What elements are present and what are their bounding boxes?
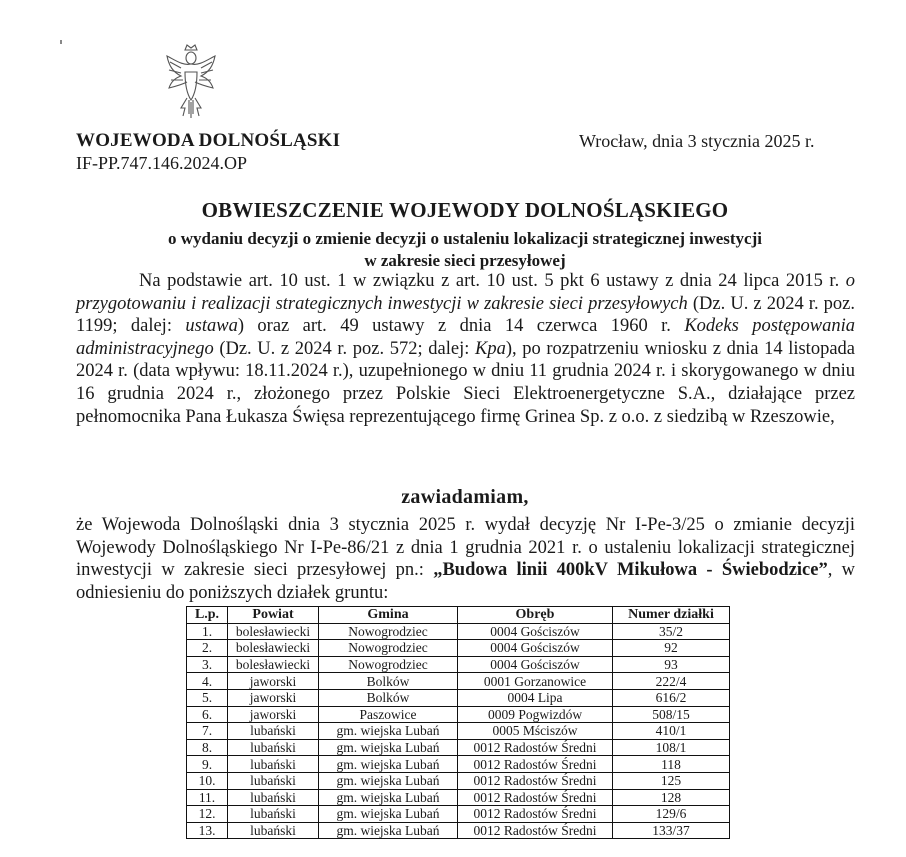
cell-numer-dzialki: 118 bbox=[613, 756, 730, 773]
cell-obreb: 0005 Mściszów bbox=[458, 723, 613, 740]
cell-numer-dzialki: 92 bbox=[613, 640, 730, 657]
cell-gmina: gm. wiejska Lubań bbox=[319, 723, 458, 740]
cell-lp: 3. bbox=[187, 656, 228, 673]
cell-gmina: gm. wiejska Lubań bbox=[319, 772, 458, 789]
cell-obreb: 0009 Pogwizdów bbox=[458, 706, 613, 723]
para1-text-3: ) oraz art. 49 ustawy z dnia 14 czerwca 1960 r. bbox=[237, 316, 685, 337]
cell-numer-dzialki: 410/1 bbox=[613, 723, 730, 740]
cell-powiat: lubański bbox=[228, 756, 319, 773]
cell-gmina: Nowogrodziec bbox=[319, 640, 458, 657]
cell-obreb: 0001 Gorzanowice bbox=[458, 673, 613, 690]
para1-text-4: (Dz. U. z 2024 r. poz. 572; dalej: bbox=[213, 338, 475, 359]
cell-gmina: Paszowice bbox=[319, 706, 458, 723]
para1-abbrev-kpa: Kpa bbox=[474, 338, 506, 359]
case-reference: IF-PP.747.146.2024.OP bbox=[76, 153, 248, 173]
cell-obreb: 0004 Gościszów bbox=[458, 623, 613, 640]
cell-numer-dzialki: 125 bbox=[613, 772, 730, 789]
para1-code-title: Kodeks postępowania administracyjnego bbox=[76, 316, 855, 359]
table-row bbox=[187, 789, 730, 806]
cell-lp: 10. bbox=[187, 772, 228, 789]
table-row bbox=[187, 656, 730, 673]
cell-obreb: 0012 Radostów Średni bbox=[458, 789, 613, 806]
cell-powiat: lubański bbox=[228, 723, 319, 740]
cell-gmina: gm. wiejska Lubań bbox=[319, 806, 458, 823]
cell-gmina: gm. wiejska Lubań bbox=[319, 789, 458, 806]
table-header-row bbox=[187, 607, 730, 624]
header-lp: L.p. bbox=[187, 607, 228, 624]
cell-lp: 12. bbox=[187, 806, 228, 823]
cell-gmina: gm. wiejska Lubań bbox=[319, 756, 458, 773]
table-row bbox=[187, 723, 730, 740]
cell-powiat: lubański bbox=[228, 822, 319, 839]
cell-obreb: 0012 Radostów Średni bbox=[458, 822, 613, 839]
notice-heading: zawiadamiam, bbox=[401, 486, 529, 508]
cell-obreb: 0004 Gościszów bbox=[458, 656, 613, 673]
cell-lp: 7. bbox=[187, 723, 228, 740]
cell-numer-dzialki: 35/2 bbox=[613, 623, 730, 640]
cell-powiat: jaworski bbox=[228, 689, 319, 706]
cell-obreb: 0012 Radostów Średni bbox=[458, 772, 613, 789]
table-row bbox=[187, 739, 730, 756]
cell-gmina: gm. wiejska Lubań bbox=[319, 822, 458, 839]
table-row bbox=[187, 706, 730, 723]
table-row bbox=[187, 822, 730, 839]
subtitle-line-2: w zakresie sieci przesyłowej bbox=[364, 251, 566, 270]
table-row bbox=[187, 673, 730, 690]
cell-lp: 11. bbox=[187, 789, 228, 806]
para2-text-2: , w odniesieniu do poniższych działek gruntu: bbox=[76, 560, 855, 603]
cell-lp: 5. bbox=[187, 689, 228, 706]
cell-powiat: bolesławiecki bbox=[228, 623, 319, 640]
para1-text-2: (Dz. U. z 2024 r. poz. 1199; dalej: bbox=[76, 293, 856, 337]
cell-lp: 6. bbox=[187, 706, 228, 723]
cell-powiat: jaworski bbox=[228, 706, 319, 723]
cell-lp: 2. bbox=[187, 640, 228, 657]
cell-gmina: Nowogrodziec bbox=[319, 656, 458, 673]
cell-numer-dzialki: 222/4 bbox=[613, 673, 730, 690]
cell-powiat: lubański bbox=[228, 739, 319, 756]
para1-abbrev-ustawa: ustawa bbox=[185, 316, 238, 337]
authority-name: WOJEWODA DOLNOŚLĄSKI bbox=[76, 130, 341, 151]
cell-numer-dzialki: 129/6 bbox=[613, 806, 730, 823]
cell-gmina: Nowogrodziec bbox=[319, 623, 458, 640]
table-row bbox=[187, 772, 730, 789]
header-obreb: Obręb bbox=[458, 607, 613, 624]
header-powiat: Powiat bbox=[228, 607, 319, 624]
cell-lp: 8. bbox=[187, 739, 228, 756]
cell-obreb: 0004 Gościszów bbox=[458, 640, 613, 657]
legal-basis-paragraph bbox=[76, 270, 855, 428]
cell-powiat: jaworski bbox=[228, 673, 319, 690]
cell-numer-dzialki: 108/1 bbox=[613, 739, 730, 756]
cell-lp: 1. bbox=[187, 623, 228, 640]
document-subtitle bbox=[0, 228, 906, 272]
table-row bbox=[187, 806, 730, 823]
document-title: OBWIESZCZENIE WOJEWODY DOLNOŚLĄSKIEGO bbox=[201, 198, 729, 222]
cell-numer-dzialki: 128 bbox=[613, 789, 730, 806]
para1-text-5: ), po rozpatrzeniu wniosku z dnia 14 listopada 2024 r. (data wpływu: 18.11.2024 r.), uzupełnionego w dniu 11 grudnia 2024 r. i skorygowanego w dniu 16 grudnia 2024 r., złożonego przez Polskie Sieci Elektroenergetyczne S.A., działające przez pełnomocnika Pana Łukasza Święsa reprezentującego firmę Grinea Sp. z o.o. z siedzibą w Rzeszowie, bbox=[76, 338, 855, 427]
investment-name: „Budowa linii 400kV Mikułowa - Świebodzice” bbox=[433, 560, 828, 581]
table-row bbox=[187, 756, 730, 773]
cell-obreb: 0012 Radostów Średni bbox=[458, 739, 613, 756]
table-row bbox=[187, 640, 730, 657]
cell-gmina: Bolków bbox=[319, 673, 458, 690]
table-row bbox=[187, 689, 730, 706]
cell-powiat: bolesławiecki bbox=[228, 640, 319, 657]
para1-act-title: o przygotowaniu i realizacji strategicznych inwestycji w zakresie sieci przesyłowych bbox=[76, 271, 855, 314]
header-numer-dzialki: Numer działki bbox=[613, 607, 730, 624]
decision-paragraph bbox=[76, 514, 855, 604]
cell-powiat: lubański bbox=[228, 806, 319, 823]
plots-table bbox=[186, 606, 730, 839]
cell-powiat: lubański bbox=[228, 789, 319, 806]
subtitle-line-1: o wydaniu decyzji o zmienie decyzji o ustaleniu lokalizacji strategicznej inwestycji bbox=[168, 229, 762, 248]
cell-numer-dzialki: 508/15 bbox=[613, 706, 730, 723]
cell-lp: 4. bbox=[187, 673, 228, 690]
cell-gmina: Bolków bbox=[319, 689, 458, 706]
cell-powiat: lubański bbox=[228, 772, 319, 789]
cell-numer-dzialki: 93 bbox=[613, 656, 730, 673]
table-row bbox=[187, 623, 730, 640]
scan-speck bbox=[60, 40, 62, 44]
cell-obreb: 0012 Radostów Średni bbox=[458, 806, 613, 823]
cell-numer-dzialki: 133/37 bbox=[613, 822, 730, 839]
eagle-emblem bbox=[163, 42, 219, 120]
cell-gmina: gm. wiejska Lubań bbox=[319, 739, 458, 756]
para1-text-1: Na podstawie art. 10 ust. 1 w związku z art. 10 ust. 5 pkt 6 ustawy z dnia 24 lipca 2015 r. bbox=[139, 271, 846, 291]
cell-numer-dzialki: 616/2 bbox=[613, 689, 730, 706]
cell-lp: 9. bbox=[187, 756, 228, 773]
para2-text-1: że Wojewoda Dolnośląski dnia 3 stycznia 2025 r. wydał decyzję Nr I-Pe-3/25 o zmianie decyzji Wojewody Dolnośląskiego Nr I-Pe-86/21 z dnia 1 grudnia 2021 r. o ustaleniu lokalizacji strategicznej inwestycji w zakresie sieci przesyłowej pn.: bbox=[76, 515, 855, 581]
place-and-date: Wrocław, dnia 3 stycznia 2025 r. bbox=[579, 131, 815, 151]
cell-obreb: 0012 Radostów Średni bbox=[458, 756, 613, 773]
cell-obreb: 0004 Lipa bbox=[458, 689, 613, 706]
cell-powiat: bolesławiecki bbox=[228, 656, 319, 673]
header-gmina: Gmina bbox=[319, 607, 458, 624]
cell-lp: 13. bbox=[187, 822, 228, 839]
